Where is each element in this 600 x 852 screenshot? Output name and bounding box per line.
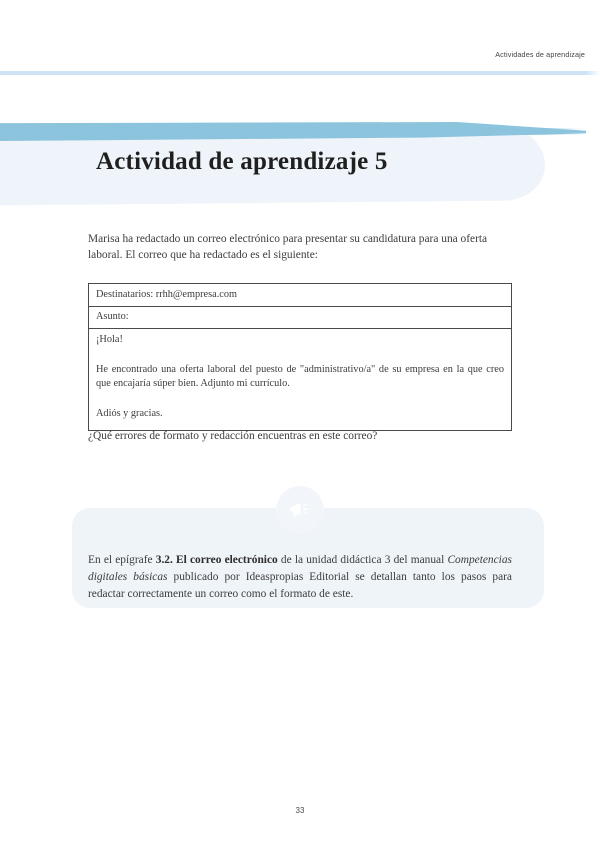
- page-title: Actividad de aprendizaje 5: [96, 148, 388, 175]
- megaphone-icon: [276, 486, 324, 534]
- note-text-part1: En el epígrafe: [88, 554, 156, 566]
- email-body-text: He encontrado una oferta laboral del puesto de "administrativo/a" de su empresa en la que creo que encajaría súper bien. Adjunto mi currículo.: [96, 363, 504, 390]
- email-signoff: Adiós y gracias.: [96, 407, 163, 419]
- email-sample-box: [88, 283, 512, 431]
- email-body-row: [89, 329, 511, 430]
- running-header: Actividades de aprendizaje: [495, 50, 585, 59]
- email-subject-row: Asunto:: [89, 307, 511, 330]
- email-greeting: ¡Hola!: [96, 334, 123, 346]
- note-text-part3: publicado por Ideaspropias Editorial se detallan tanto los pasos para redactar correctamente un correo como el formato de este.: [88, 571, 512, 601]
- note-text: [88, 552, 512, 603]
- page-number: 33: [295, 806, 305, 815]
- title-swoosh-tip-shape: [500, 128, 586, 135]
- note-text-italic: Competencias digitales básicas: [88, 554, 512, 584]
- note-text-bold: 3.2. El correo electrónico: [155, 554, 278, 566]
- email-recipients-row: Destinatarios: rrhh@empresa.com: [89, 284, 511, 307]
- note-text-part2: de la unidad didáctica 3 del manual: [277, 554, 448, 566]
- title-banner: [0, 118, 600, 208]
- intro-paragraph: Marisa ha redactado un correo electrónico para presentar su candidatura para una oferta laboral. El correo que ha redactado es el siguiente:: [88, 233, 488, 262]
- header-rule: [0, 71, 586, 75]
- activity-question: ¿Qué errores de formato y redacción encuentras en este correo?: [88, 430, 378, 442]
